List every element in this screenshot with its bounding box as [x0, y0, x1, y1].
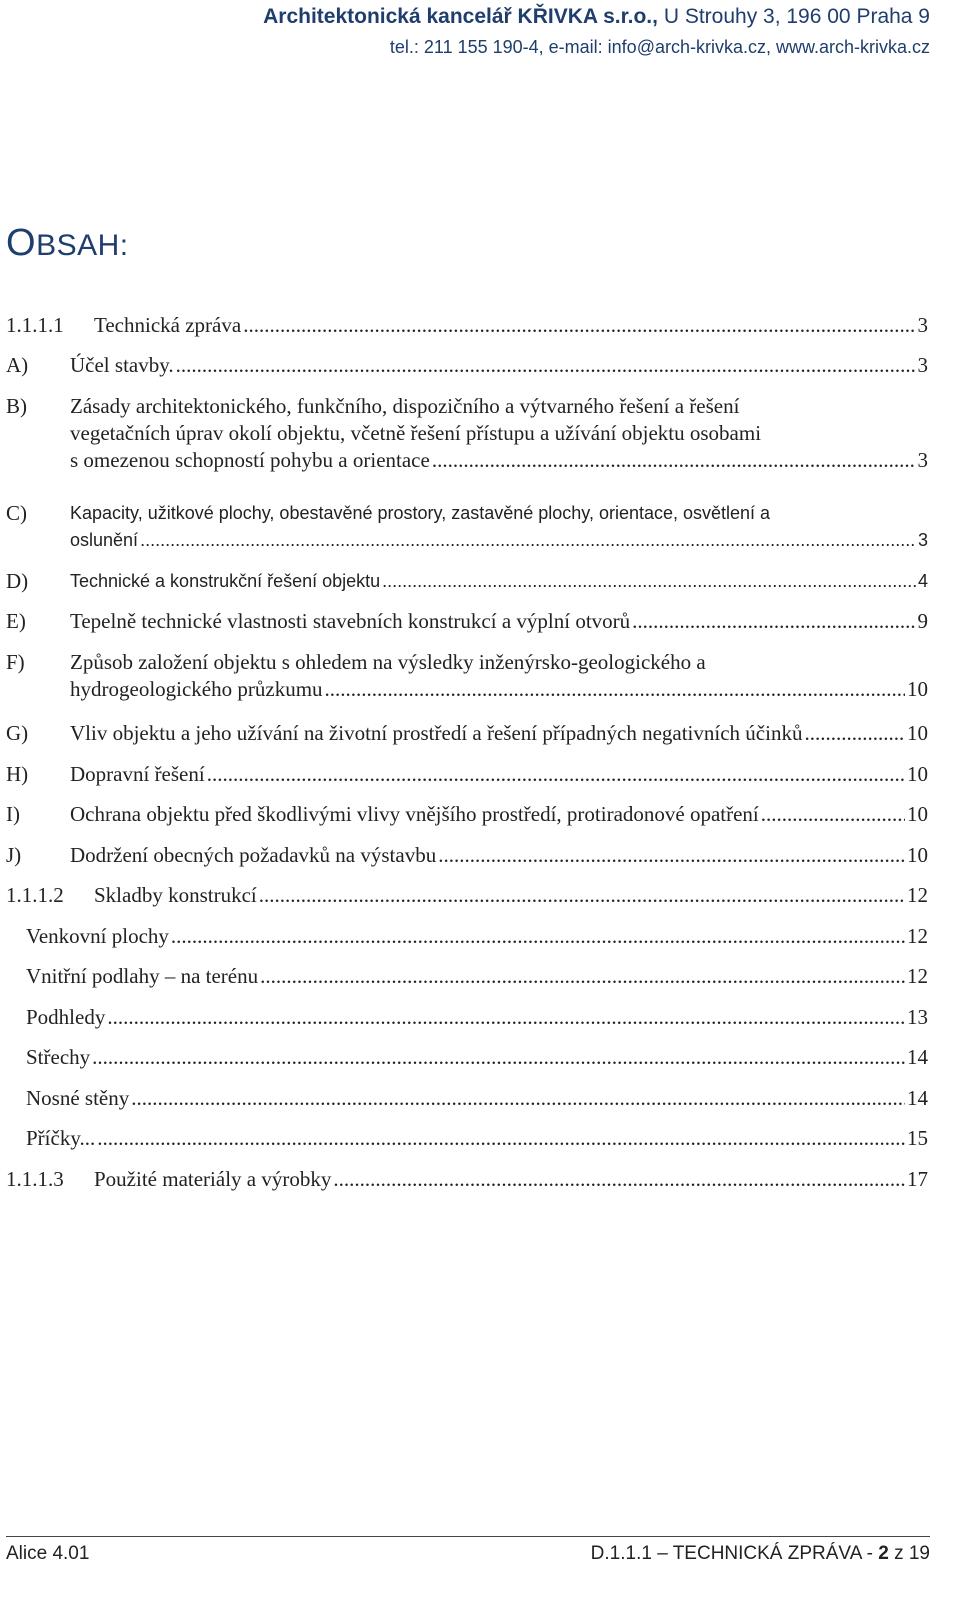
toc-page-number: 3 — [917, 353, 928, 377]
toc-page-number: 12 — [907, 924, 928, 948]
toc-entry-number: H) — [6, 762, 29, 786]
toc-entry-text: Kapacity, užitkové plochy, obestavěné prostory, zastavěné plochy, orientace, osvětlení a — [70, 503, 771, 523]
toc-entry-body — [70, 801, 928, 828]
toc-entry-text: vegetačních úprav okolí objektu, včetně řešení přístupu a užívání objektu osobami — [70, 421, 762, 445]
toc-leader-dots — [131, 1085, 905, 1112]
footer-divider — [6, 1536, 930, 1537]
toc-entry-text: Dopravní řešení — [70, 762, 205, 786]
toc-entry-body — [70, 608, 928, 635]
toc-entry-number: A) — [6, 353, 29, 377]
toc-entry-text: Způsob založení objektu s ohledem na výsledky inženýrsko-geologického a — [70, 650, 706, 674]
toc-entry-number: E) — [6, 609, 26, 633]
toc-entry-body — [26, 1085, 928, 1112]
toc-entry-body — [26, 923, 928, 950]
toc-leader-dots — [107, 1004, 905, 1031]
toc-page-number: 10 — [907, 843, 928, 867]
table-of-contents — [0, 312, 960, 1212]
toc-entry-body — [94, 1166, 928, 1193]
title-rest: BSAH: — [36, 229, 129, 262]
toc-entry-body — [70, 720, 928, 747]
company-address: U Strouhy 3, 196 00 Praha 9 — [657, 5, 930, 28]
toc-leader-dots — [140, 527, 916, 554]
toc-entry-text: Podhledy — [26, 1005, 106, 1029]
header-contact: tel.: 211 155 190-4, e-mail: info@arch-krivka.cz, www.arch-krivka.cz — [389, 37, 930, 57]
toc-page-number: 13 — [907, 1005, 928, 1029]
toc-leader-dots — [632, 608, 915, 635]
toc-entry-body — [26, 963, 928, 990]
toc-leader-dots — [325, 676, 905, 703]
toc-entry-text: Tepelně technické vlastnosti stavebních konstrukcí a výplní otvorů — [70, 609, 631, 633]
toc-entry-body — [26, 1044, 928, 1071]
toc-entry-number: G) — [6, 721, 29, 745]
footer-right — [591, 1543, 930, 1565]
toc-leader-dots — [333, 1166, 905, 1193]
toc-entry-text: Účel stavby. — [70, 353, 174, 377]
page-title — [6, 222, 129, 265]
toc-entry-body — [70, 761, 928, 788]
toc-entry-text: Příčky... — [26, 1126, 96, 1150]
toc-entry-text: hydrogeologického průzkumu — [70, 677, 323, 701]
toc-leader-dots — [438, 842, 905, 869]
toc-page-number: 3 — [917, 313, 928, 337]
toc-leader-dots — [382, 568, 916, 595]
toc-leader-dots — [243, 312, 915, 339]
toc-leader-dots — [432, 447, 916, 474]
toc-entry-number: 1.1.1.2 — [6, 883, 64, 907]
toc-page-number: 9 — [917, 609, 928, 633]
toc-entry-body — [94, 312, 928, 339]
toc-entry-body — [70, 649, 928, 703]
toc-entry-body — [70, 500, 928, 554]
header-line-1 — [263, 2, 930, 32]
toc-entry-number: 1.1.1.3 — [6, 1167, 64, 1191]
toc-page-number: 3 — [917, 530, 928, 550]
company-name: Architektonická kancelář KŘIVKA s.r.o., — [263, 5, 658, 28]
toc-page-number: 14 — [907, 1086, 928, 1110]
toc-leader-dots — [207, 761, 905, 788]
toc-entry-number: D) — [6, 569, 29, 593]
toc-page-number: 12 — [907, 883, 928, 907]
footer-left: Alice 4.01 — [6, 1543, 90, 1564]
toc-page-number: 10 — [907, 677, 928, 701]
toc-entry-text: Venkovní plochy — [26, 924, 169, 948]
toc-page-number: 14 — [907, 1045, 928, 1069]
footer-page-total: z 19 — [888, 1543, 930, 1564]
toc-leader-dots — [804, 720, 905, 747]
toc-entry-body — [70, 842, 928, 869]
toc-page-number: 12 — [907, 964, 928, 988]
toc-entry-text: Nosné stěny — [26, 1086, 130, 1110]
toc-page-number: 10 — [907, 802, 928, 826]
toc-entry-body — [26, 1125, 928, 1152]
toc-leader-dots — [97, 1125, 905, 1152]
page-header — [263, 2, 930, 62]
toc-leader-dots — [260, 963, 905, 990]
toc-entry-body — [70, 568, 928, 595]
footer-doc-title: D.1.1.1 – TECHNICKÁ ZPRÁVA - — [590, 1543, 879, 1564]
toc-entry-number: J) — [6, 843, 22, 867]
toc-page-number: 10 — [907, 721, 928, 745]
toc-entry-number: C) — [6, 501, 27, 525]
toc-leader-dots — [92, 1044, 905, 1071]
toc-entry-number: B) — [6, 394, 27, 418]
toc-entry-number: F) — [6, 650, 25, 674]
toc-entry-body — [26, 1004, 928, 1031]
toc-entry-text: Technická zpráva — [94, 313, 242, 337]
toc-leader-dots — [176, 352, 916, 379]
toc-entry-body — [70, 352, 928, 379]
toc-page-number: 10 — [907, 762, 928, 786]
toc-entry-text: s omezenou schopností pohybu a orientace — [70, 448, 430, 472]
toc-page-number: 4 — [917, 571, 928, 591]
toc-page-number: 15 — [907, 1126, 928, 1150]
title-first-letter: O — [6, 222, 37, 264]
toc-entry-body — [70, 393, 928, 474]
toc-leader-dots — [171, 923, 905, 950]
toc-entry-text: oslunění — [70, 530, 139, 550]
toc-entry-text: Technické a konstrukční řešení objektu — [70, 571, 381, 591]
toc-entry-number: I) — [6, 802, 20, 826]
toc-entry-text: Použité materiály a výrobky — [94, 1167, 332, 1191]
toc-entry-text: Dodržení obecných požadavků na výstavbu — [70, 843, 437, 867]
toc-entry-body — [94, 882, 928, 909]
toc-entry-text: Zásady architektonického, funkčního, dispozičního a výtvarného řešení a řešení — [70, 394, 740, 418]
toc-entry-text: Vnitřní podlahy – na terénu — [26, 964, 259, 988]
toc-leader-dots — [761, 801, 905, 828]
footer-page-current: 2 — [878, 1543, 889, 1564]
toc-leader-dots — [259, 882, 905, 909]
toc-entry-text: Ochrana objektu před škodlivými vlivy vnějšího prostředí, protiradonové opatření — [70, 802, 759, 826]
toc-entry-text: Střechy — [26, 1045, 91, 1069]
toc-entry-text: Vliv objektu a jeho užívání na životní prostředí a řešení případných negativních účinků — [70, 721, 803, 745]
toc-page-number: 17 — [907, 1167, 928, 1191]
toc-entry-number: 1.1.1.1 — [6, 313, 64, 337]
toc-entry-text: Skladby konstrukcí — [94, 883, 257, 907]
toc-page-number: 3 — [917, 448, 928, 472]
